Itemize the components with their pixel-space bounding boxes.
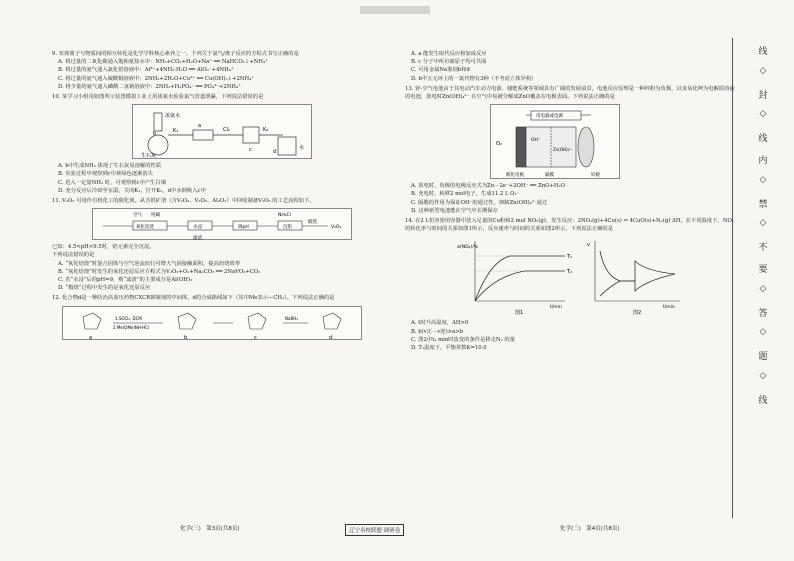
q10-option-c: C. 进入一定量NH₃ 时，可观察到c中产生白烟 xyxy=(58,179,167,186)
right-column xyxy=(405,50,735,354)
binding-char: 封 xyxy=(758,90,768,101)
q13-stem: 13. 锌-空气电池由于其电动汽车动力电源、储能系统等领域具有广阔的发展前景，电池反应原理是一种锌粉为负极，以氢氧化钾为电解质溶液的电池，放电时Zn(OH)₄²⁻ 在空气中易被分解成ZnO覆盖在电极表面。下列说法正确的是 xyxy=(405,85,735,101)
q11-option-c: C. 若“水浸”后的pH=9，则“滤渣”的主要成分是Al(OH)₃ xyxy=(58,277,193,284)
q13-option-d: D. 这种新型电池能在空气中长期保存 xyxy=(411,207,498,214)
q11-ask: 下列说法错误的是 xyxy=(52,252,95,259)
graph1-xlabel: t/min xyxy=(550,305,562,311)
q12-option-a: A. a 能发生取代反应和加成反应 xyxy=(411,51,487,57)
q10-option-d: D. 充分反应后冷却至室温，关闭K₁，打开K₂，d中水倒吸入c中 xyxy=(58,187,206,194)
graph1-t2: T₂ xyxy=(567,269,573,276)
label-catalytic-electrode: 催化电极 xyxy=(506,173,524,179)
question-9 xyxy=(52,50,397,91)
binding-char: 禁 xyxy=(758,199,768,210)
synthesis-route-diagram xyxy=(63,307,363,341)
binding-char: 要 xyxy=(758,264,768,275)
flow-residue: 滤渣 xyxy=(193,236,202,242)
binding-margin xyxy=(732,38,794,518)
label-k1: K₁ xyxy=(173,128,179,135)
q11-option-b: B. “氧化焙烧”时发生的氧化还原反应方程式为V₂O₃+O₂+Na₂CO₃ ══ 2NaVO₃+CO₂ xyxy=(58,268,261,275)
q13-option-a: A. 放电时，负极的电极反应式为Zn－2e⁻+2OH⁻ ══ ZnO+H₂O xyxy=(411,183,566,190)
flow-soda: 纯碱 xyxy=(151,213,160,219)
graph1-t1: T₁ xyxy=(567,254,573,261)
binding-characters xyxy=(753,44,773,415)
binding-char: ◇ xyxy=(759,370,767,381)
footer-page-3: 化学(三) 第3页(共8页) xyxy=(180,526,240,532)
q14-option-a: A. t时升高温度，ΔH>0 xyxy=(411,320,469,327)
label-oh: OH⁻ xyxy=(531,138,541,144)
left-column xyxy=(52,50,397,343)
binding-char: 内 xyxy=(758,155,768,166)
footer-league-badge: 辽宁名校联盟·调研卷 xyxy=(345,524,404,536)
question-13 xyxy=(405,85,735,215)
battery-diagram xyxy=(491,105,621,180)
q11-option-a: A. “氧化焙烧”时混合固体与空气逆流而行可增大气固接触面积，提高焙烧效率 xyxy=(58,260,241,267)
label-quicklime: 生石灰 xyxy=(141,153,157,160)
q9-option-d: D. 将少量的氨气通入磷酸二氢钠溶液中：2NH₃+H₂PO₄⁻ ══ PO₄³⁻+2NH₄⁺ xyxy=(58,83,241,90)
synthesis-route-figure xyxy=(62,306,362,340)
label-c: c xyxy=(249,147,252,154)
label-concentrated-ammonia: 浓氨水 xyxy=(165,113,181,120)
q14-option-d: D. T₁温度下，平衡常数K=10.0 xyxy=(411,345,487,352)
label-zinc-plate: 锌板 xyxy=(591,173,600,179)
compound-a: a xyxy=(89,334,93,341)
binding-char: 线 xyxy=(758,395,768,406)
q10-option-b: B. 实验过程中观察到c中黄绿色逐渐消失 xyxy=(58,171,153,178)
compound-d: d xyxy=(329,334,333,341)
header-stamp xyxy=(360,6,430,14)
q10-stem: 10. 某学习小组用如图所示装置模拟工业上用浓氨水检验氯气管道泄漏，下列说法错误的是 xyxy=(52,94,264,101)
q11-stem: 11. V₂O₅ 可用作有机化工的催化剂。从含钒矿渣（含V₂O₃、V₂O₅、Al₂O₃）中回收制备V₂O₅ 的工艺流程如下。 xyxy=(52,198,315,205)
flow-precipitate: 沉钒 xyxy=(283,225,292,231)
process-flow-diagram xyxy=(93,209,353,241)
question-12-options xyxy=(405,50,735,83)
label-cl2: Cl₂ xyxy=(223,127,230,134)
q12-stem: 12. 化合物d是一种防治高血压药物CXCR抑制剂的中间体，d的合成路线如下（其中Me表示—CH₃）。下列说法正确的是 xyxy=(52,295,335,302)
q13-option-b: B. 充电时，转移2 mol电子，生成11.2 L O₂ xyxy=(411,191,517,198)
q11-option-d: D. “煅烧”过程中发生的是氧化还原反应 xyxy=(58,285,151,292)
q9-option-b: B. 将过量的氨气通入氯化铝溶液中：Al³⁺+4NH₃·H₂O ══ AlO₂⁻+4NH₄⁺ xyxy=(58,67,234,74)
flow-water-leach: 水浸 xyxy=(193,225,202,231)
compound-b: b xyxy=(184,334,188,341)
footer-page-4: 化学(三) 第4页(共8页) xyxy=(560,526,620,532)
q10-option-a: A. b中生成NH₃ 体现了生石灰易溶解的性质 xyxy=(58,163,162,170)
graph2-xlabel: t/min xyxy=(663,305,675,311)
label-b: b xyxy=(153,131,157,138)
label-water: 水 xyxy=(299,145,305,152)
q14-option-c: C. 图2中t₁ min时改变的条件是移走N₂ 的量 xyxy=(411,336,515,343)
reagent-nabh4: NaBH₄ xyxy=(285,315,298,321)
rate-graphs xyxy=(455,236,685,316)
label-membrane: 隔膜 xyxy=(545,173,554,179)
question-10 xyxy=(52,93,397,195)
q11-note: 已知：4.5<pH<9.5时，铝元素完全沉淀。 xyxy=(52,244,155,251)
q9-stem: 9. 实现离子与物质间的相互转化是化学学科核心素养之一。下列关于氯气/离子反应的方程式书写正确的是 xyxy=(52,51,299,57)
compound-c: c xyxy=(254,334,257,341)
graphs-figure xyxy=(455,236,685,316)
binding-char: ◇ xyxy=(759,109,767,120)
q12-option-b: B. c 分子中所有碳原子均可共面 xyxy=(411,59,487,66)
q14-option-b: B. b(v正－v逆)>a>b xyxy=(411,328,464,335)
label-load: 用电器或电源 xyxy=(536,114,563,120)
q12-option-c: C. 可用金属Na鉴别b和d xyxy=(411,67,470,74)
binding-char: 答 xyxy=(758,308,768,319)
binding-char: ◇ xyxy=(759,218,767,229)
label-k2: K₂ xyxy=(263,127,269,134)
label-d: d xyxy=(273,149,277,156)
question-14 xyxy=(405,217,735,352)
battery-figure xyxy=(490,104,620,179)
q14-stem: 14. 在2 L恒容密闭容器中放入足量的Cu粉和2 mol NO₂(g)，发生反应：2NO₂(g)+4Cu(s) ⇌ 4CuO(s)+N₂(g) ΔH。在不同温度下，NO₂的转化率与时间的关系如图1所示，反应速率与时间的关系如图2所示。下列说法正确的是 xyxy=(405,218,734,233)
label-a: a xyxy=(198,123,202,130)
flow-adjust-ph: 调pH xyxy=(238,225,249,231)
binding-char: 不 xyxy=(758,243,768,254)
label-zincate: Zn(OH)₄²⁻ xyxy=(553,147,573,153)
binding-char: 题 xyxy=(758,352,768,363)
q9-option-c: C. 将过量的氨气通入硫酸铜溶液中：2NH₃+2H₂O+Cu²⁺ ══ Cu(OH)₂↓+2NH₄⁺ xyxy=(58,75,254,82)
graph2-ylabel: v xyxy=(587,242,590,249)
flow-nh4cl: NH₄Cl xyxy=(278,213,291,219)
graph1-caption: 图1 xyxy=(515,310,524,317)
binding-char: 线 xyxy=(758,47,768,57)
apparatus-figure xyxy=(132,104,312,159)
process-flow-figure xyxy=(92,208,352,240)
graph2-caption: 图2 xyxy=(633,310,642,317)
flow-calcine: 煅烧 xyxy=(308,220,317,226)
binding-char: ◇ xyxy=(759,327,767,338)
binding-char: 线 xyxy=(758,134,768,145)
question-12 xyxy=(52,294,397,339)
reagent-2: 2.Me(OMe)NH·HCl xyxy=(113,324,150,330)
q9-option-a: A. 将过量的二氧化碳通入饱和氨盐水中：NH₃+CO₂+H₂O+Na⁺ ══ NaHCO₃↓+NH₄⁺ xyxy=(58,59,268,66)
reagent-1: 1.SOCl₂, DCM xyxy=(115,315,142,321)
binding-char: ◇ xyxy=(759,65,767,76)
binding-char: ◇ xyxy=(759,174,767,185)
label-o2: O₂ xyxy=(496,141,502,148)
flow-air: 空气 xyxy=(133,213,142,219)
q13-option-c: C. 隔膜的作用为保证OH⁻的通过性，抑制Zn(OH)₄²⁻通过 xyxy=(411,199,548,206)
binding-char: ◇ xyxy=(759,283,767,294)
apparatus-diagram xyxy=(133,105,313,160)
question-11 xyxy=(52,197,397,292)
flow-roast: 氧化焙烧 xyxy=(136,225,154,231)
flow-product: V₂O₅ xyxy=(331,225,342,231)
q12-option-d: D. b中五元环上的一氯代物有3种（不考虑立体异构） xyxy=(411,75,537,82)
graph1-ylabel: α(NO₂)/% xyxy=(457,245,478,251)
